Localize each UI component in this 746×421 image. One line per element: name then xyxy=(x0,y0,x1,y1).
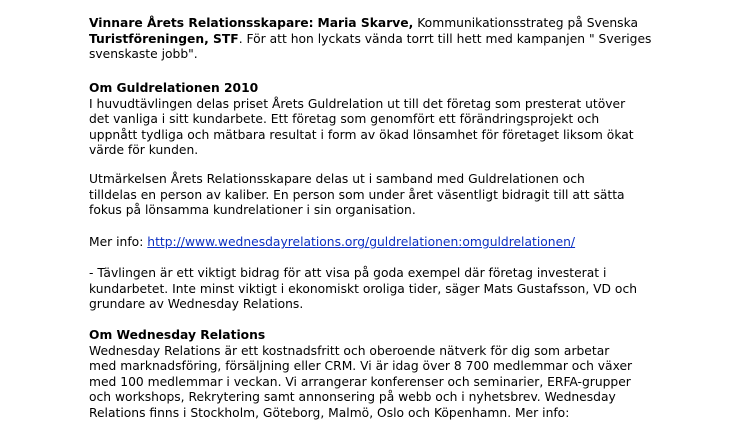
winner-line-3: svenskaste jobb". xyxy=(89,47,651,63)
paragraph-line: och workshops, Rekrytering samt annonsering på webb och i nyhetsbrev. Wednesday xyxy=(89,390,632,406)
mer-info-line xyxy=(89,235,575,251)
winner-line-2 xyxy=(89,32,651,48)
paragraph-line: - Tävlingen är ett viktigt bidrag för att visa på goda exempel där företag investerat i xyxy=(89,266,637,282)
paragraph-line: Wednesday Relations är ett kostnadsfritt och oberoende nätverk för dig som arbetar xyxy=(89,344,632,360)
winner-organisation: Turistföreningen, STF xyxy=(89,32,239,46)
winner-lead: Vinnare Årets Relationsskapare: xyxy=(89,16,314,30)
paragraph-line: det vanliga i sitt kundarbete. Ett företag som genomfört ett förändringsprojekt och xyxy=(89,112,634,128)
relationsskapare-paragraph xyxy=(89,172,625,219)
winner-line-1 xyxy=(89,16,651,32)
paragraph-line: fokus på lönsamma kundrelationer i sin organisation. xyxy=(89,203,625,219)
mer-info-paragraph xyxy=(89,235,575,251)
winner-name: Maria Skarve, xyxy=(317,16,413,30)
paragraph-line: uppnått tydliga och mätbara resultat i form av ökad lönsamhet för företaget liksom ökat xyxy=(89,128,634,144)
paragraph-line: tilldelas en person av kaliber. En person som under året väsentligt bidragit till att sätta xyxy=(89,188,625,204)
winner-paragraph xyxy=(89,16,651,63)
paragraph-line: Utmärkelsen Årets Relationsskapare delas ut i samband med Guldrelationen och xyxy=(89,172,625,188)
paragraph-line: I huvudtävlingen delas priset Årets Guldrelation ut till det företag som presterat utöver xyxy=(89,97,634,113)
quote-paragraph xyxy=(89,266,637,313)
om-wednesday-section xyxy=(89,328,632,421)
paragraph-line: värde för kunden. xyxy=(89,143,634,159)
om-wednesday-heading: Om Wednesday Relations xyxy=(89,328,632,344)
paragraph-line: kundarbetet. Inte minst viktigt i ekonomiskt oroliga tider, säger Mats Gustafsson, VD och xyxy=(89,282,637,298)
guldrelationen-link[interactable]: http://www.wednesdayrelations.org/guldrelationen:omguldrelationen/ xyxy=(147,235,575,249)
om-guldrelationen-heading: Om Guldrelationen 2010 xyxy=(89,81,634,97)
paragraph-line: grundare av Wednesday Relations. xyxy=(89,297,637,313)
mer-info-label: Mer info: xyxy=(89,235,143,249)
paragraph-line: med marknadsföring, försäljning eller CRM. Vi är idag över 8 700 medlemmar och växer xyxy=(89,359,632,375)
paragraph-line: med 100 medlemmar i veckan. Vi arrangerar konferenser och seminarier, ERFA-grupper xyxy=(89,375,632,391)
winner-reason: . För att hon lyckats vända torrt till hett med kampanjen " Sveriges xyxy=(239,32,652,46)
om-guldrelationen-section xyxy=(89,81,634,159)
paragraph-line: Relations finns i Stockholm, Göteborg, Malmö, Oslo och Köpenhamn. Mer info: xyxy=(89,406,632,421)
winner-title: Kommunikationsstrateg på Svenska xyxy=(417,16,638,30)
